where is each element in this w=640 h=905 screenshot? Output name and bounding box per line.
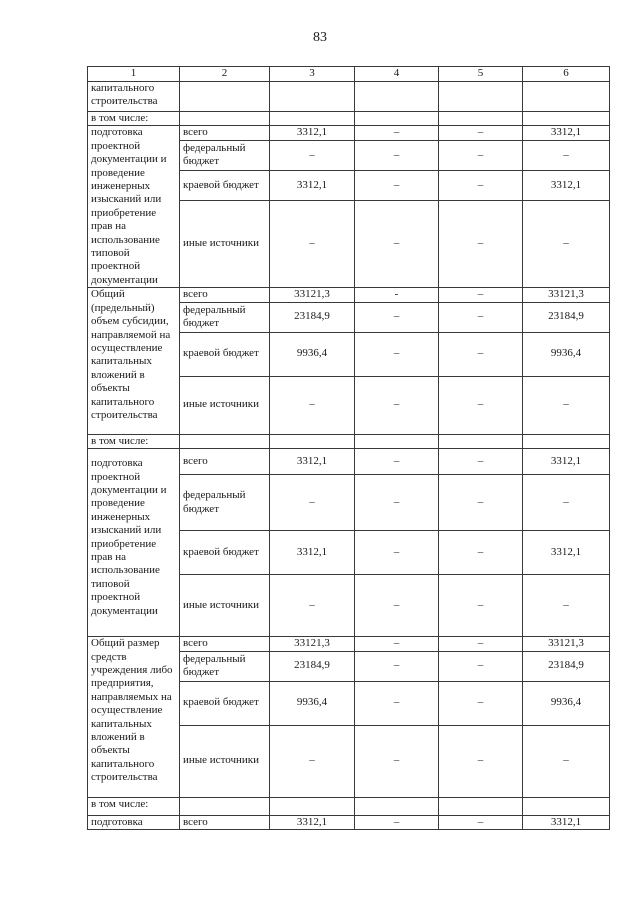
table-row — [88, 112, 610, 126]
value-cell: 3312,1 — [270, 126, 355, 140]
value-cell: – — [355, 332, 439, 376]
budget-source: иные источники — [180, 725, 270, 797]
table-row — [88, 434, 610, 448]
value-cell: 3312,1 — [270, 449, 355, 475]
value-cell: – — [439, 201, 523, 288]
budget-source: всего — [180, 288, 270, 302]
budget-source: краевой бюджет — [180, 170, 270, 200]
row-label: подготовка проектной документации и проведение инженерных изысканий или приобретение прав на использование типовой проектной документации — [88, 449, 180, 637]
row-label: в том числе: — [88, 112, 180, 126]
value-cell — [439, 797, 523, 815]
budget-source: всего — [180, 126, 270, 140]
value-cell: – — [523, 140, 610, 170]
budget-source: иные источники — [180, 575, 270, 637]
budget-source — [180, 797, 270, 815]
value-cell: – — [439, 575, 523, 637]
value-cell: 23184,9 — [523, 651, 610, 681]
value-cell — [523, 82, 610, 112]
value-cell: 9936,4 — [270, 332, 355, 376]
value-cell — [270, 797, 355, 815]
value-cell: – — [355, 170, 439, 200]
value-cell: 33121,3 — [523, 637, 610, 651]
value-cell: – — [439, 332, 523, 376]
value-cell: – — [523, 201, 610, 288]
value-cell: 33121,3 — [270, 288, 355, 302]
column-header: 3 — [270, 67, 355, 82]
value-cell: 3312,1 — [523, 531, 610, 575]
value-cell: 3312,1 — [523, 449, 610, 475]
value-cell: – — [523, 376, 610, 434]
budget-source: всего — [180, 815, 270, 829]
column-header: 1 — [88, 67, 180, 82]
budget-source: федеральный бюджет — [180, 302, 270, 332]
value-cell: – — [355, 637, 439, 651]
value-cell: – — [355, 475, 439, 531]
value-cell: – — [439, 126, 523, 140]
value-cell — [355, 82, 439, 112]
budget-source: иные источники — [180, 376, 270, 434]
value-cell: 23184,9 — [523, 302, 610, 332]
value-cell — [355, 434, 439, 448]
value-cell: – — [439, 651, 523, 681]
value-cell: 3312,1 — [523, 170, 610, 200]
budget-source — [180, 112, 270, 126]
table-row — [88, 637, 610, 651]
budget-source: краевой бюджет — [180, 681, 270, 725]
page-number: 83 — [313, 30, 327, 45]
budget-source: всего — [180, 449, 270, 475]
row-label: Общий размер средств учреждения либо предприятия, направляемых на осуществление капитальных вложений в объекты капитального строительства — [88, 637, 180, 797]
value-cell: – — [523, 725, 610, 797]
value-cell: – — [355, 126, 439, 140]
budget-source: федеральный бюджет — [180, 475, 270, 531]
value-cell: 3312,1 — [270, 170, 355, 200]
value-cell: – — [439, 170, 523, 200]
row-label: капитального строительства — [88, 82, 180, 112]
table-row — [88, 82, 610, 112]
value-cell — [439, 82, 523, 112]
budget-source: краевой бюджет — [180, 332, 270, 376]
row-label: подготовка проектной документации и проведение инженерных изысканий или приобретение прав на использование типовой проектной документации — [88, 126, 180, 288]
column-header: 5 — [439, 67, 523, 82]
value-cell: – — [355, 201, 439, 288]
value-cell: – — [439, 288, 523, 302]
value-cell: – — [355, 575, 439, 637]
value-cell — [270, 434, 355, 448]
value-cell: – — [439, 637, 523, 651]
value-cell: – — [355, 140, 439, 170]
value-cell: – — [270, 575, 355, 637]
value-cell: 9936,4 — [270, 681, 355, 725]
budget-source: краевой бюджет — [180, 531, 270, 575]
table-row — [88, 797, 610, 815]
value-cell — [523, 797, 610, 815]
table-header-row — [88, 67, 610, 82]
value-cell — [523, 434, 610, 448]
value-cell — [355, 797, 439, 815]
value-cell: – — [270, 201, 355, 288]
value-cell: – — [439, 725, 523, 797]
value-cell: – — [439, 531, 523, 575]
value-cell: – — [523, 575, 610, 637]
column-header: 2 — [180, 67, 270, 82]
value-cell: – — [355, 651, 439, 681]
value-cell: 3312,1 — [523, 126, 610, 140]
value-cell: – — [439, 302, 523, 332]
value-cell: 3312,1 — [270, 815, 355, 829]
value-cell: – — [439, 475, 523, 531]
value-cell: 33121,3 — [270, 637, 355, 651]
value-cell: – — [270, 140, 355, 170]
budget-source: федеральный бюджет — [180, 140, 270, 170]
table-row — [88, 288, 610, 302]
table-row — [88, 815, 610, 829]
value-cell — [523, 112, 610, 126]
value-cell: – — [270, 725, 355, 797]
value-cell — [355, 112, 439, 126]
budget-table — [87, 66, 610, 830]
table-row — [88, 449, 610, 475]
value-cell: – — [355, 725, 439, 797]
value-cell: 3312,1 — [270, 531, 355, 575]
value-cell — [439, 112, 523, 126]
budget-source — [180, 82, 270, 112]
value-cell: – — [355, 681, 439, 725]
row-label: в том числе: — [88, 434, 180, 448]
value-cell — [439, 434, 523, 448]
budget-source: всего — [180, 637, 270, 651]
value-cell: – — [439, 376, 523, 434]
value-cell: 23184,9 — [270, 651, 355, 681]
value-cell: – — [439, 815, 523, 829]
row-label: подготовка — [88, 815, 180, 829]
value-cell: – — [355, 531, 439, 575]
value-cell: 33121,3 — [523, 288, 610, 302]
value-cell: 9936,4 — [523, 332, 610, 376]
value-cell: – — [439, 449, 523, 475]
value-cell: – — [355, 302, 439, 332]
row-label: Общий (предельный) объем субсидии, направляемой на осуществление капитальных вложений в объекты капитального строительства — [88, 288, 180, 434]
value-cell: – — [439, 140, 523, 170]
value-cell: 23184,9 — [270, 302, 355, 332]
value-cell: – — [270, 376, 355, 434]
table-row — [88, 126, 610, 140]
value-cell: – — [270, 475, 355, 531]
column-header: 4 — [355, 67, 439, 82]
row-label: в том числе: — [88, 797, 180, 815]
value-cell: – — [439, 681, 523, 725]
budget-source: федеральный бюджет — [180, 651, 270, 681]
value-cell: – — [355, 376, 439, 434]
value-cell: 3312,1 — [523, 815, 610, 829]
value-cell — [270, 112, 355, 126]
budget-source — [180, 434, 270, 448]
value-cell: 9936,4 — [523, 681, 610, 725]
value-cell: – — [355, 449, 439, 475]
value-cell: - — [355, 288, 439, 302]
value-cell — [270, 82, 355, 112]
budget-source: иные источники — [180, 201, 270, 288]
column-header: 6 — [523, 67, 610, 82]
value-cell: – — [355, 815, 439, 829]
value-cell: – — [523, 475, 610, 531]
